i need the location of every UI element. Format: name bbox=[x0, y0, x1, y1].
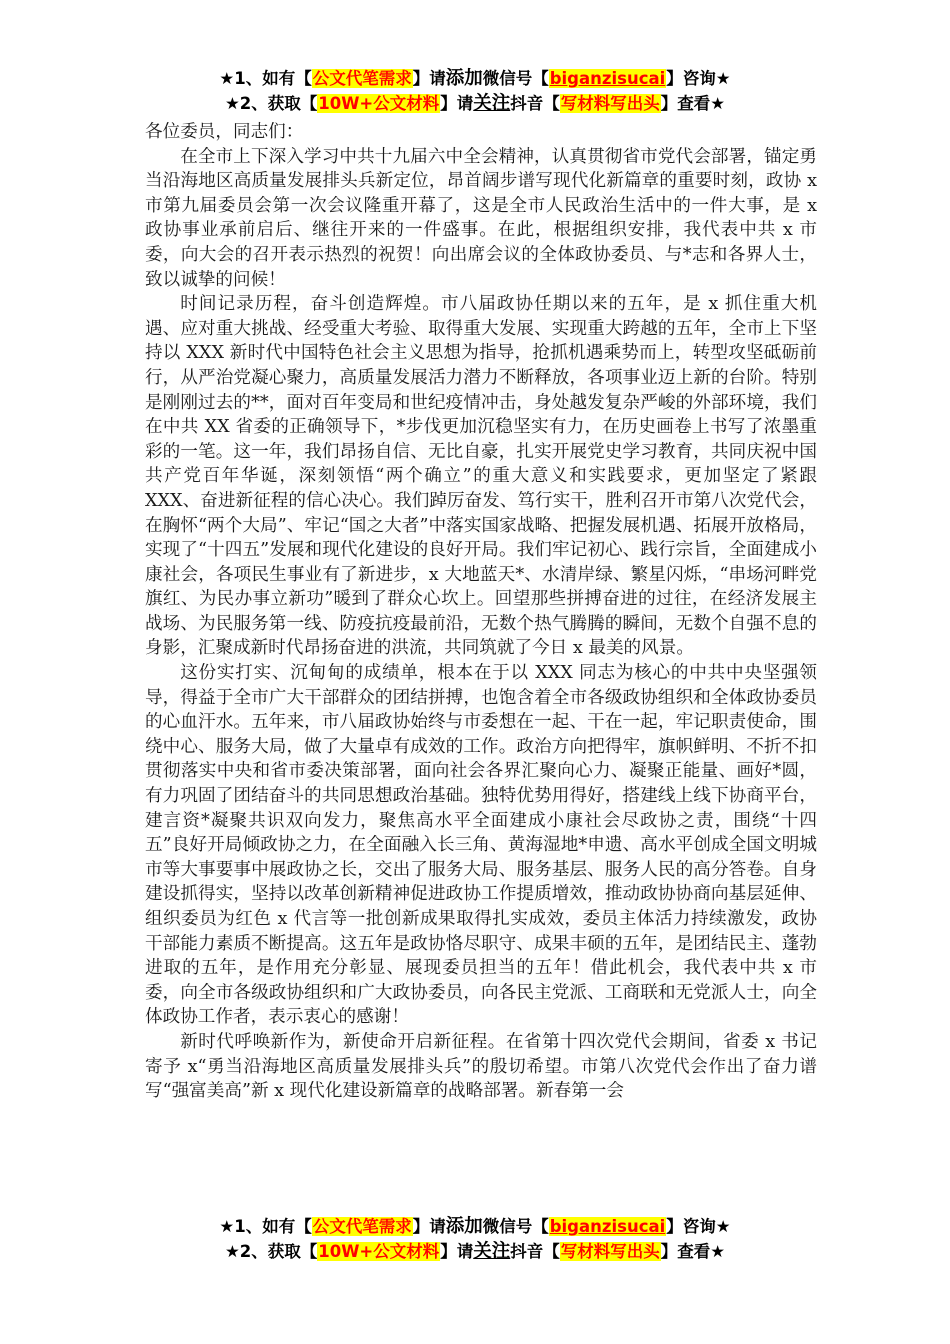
star-icon: ★ bbox=[219, 69, 235, 88]
promo-line-1: ★1、如有【公文代笔需求】请添加微信号【biganzisucai】咨询★ bbox=[219, 1216, 731, 1237]
douyin-account: 写材料写出头 bbox=[560, 94, 660, 113]
paragraph: 时间记录历程，奋斗创造辉煌。市八届政协任期以来的五年，是 x 抓住重大机遇、应对重大挑战、经受重大考验、取得重大发展、实现重大跨越的五年，全市上下坚持以 XXX 新时代中国特色社会主义思想为指导，抢抓机遇乘势而上，转型攻坚砥砺前行，从严治党凝心聚力，高质量发展活力潜力不断释放，各项事业迈上新的台阶。特别是刚刚过去的**，面对百年变局和世纪疫情冲击，身处越发复杂严峻的外部环境，我们在中共 XX 省委的正确领导下，*步伐更加沉稳坚实有力，在历史画卷上书写了浓墨重彩的一笔。这一年，我们昂扬自信、无比自豪，扎实开展党史学习教育，共同庆祝中国共产党百年华诞，深刻领悟“两个确立”的重大意义和实践要求，更加坚定了紧跟 XXX、奋进新征程的信心决心。我们踔厉奋发、笃行实干，胜利召开市第八次党代会，在胸怀“两个大局”、牢记“国之大者”中落实国家战略、把握发展机遇、拓展开放格局，实现了“十四五”发展和现代化建设的良好开局。我们牢记初心、践行宗旨，全面建成小康社会，各项民生事业有了新进步，x 大地蓝天*、水清岸绿、繁星闪烁，“串场河畔党旗红、为民办事立新功”暖到了群众心坎上。回望那些拼搏奋进的过往，在经济发展主战场、为民服务第一线、防疫抗疫最前沿，无数个热气腾腾的瞬间，无数个自强不息的身影，汇聚成新时代昂扬奋进的洪流，共同筑就了今日 x 最美的风景。 bbox=[145, 294, 817, 659]
star-icon: ★ bbox=[219, 1217, 235, 1236]
wechat-id: biganzisucai bbox=[549, 1217, 666, 1236]
promo-line-2: ★2、获取【10W+公文材料】请关注抖音【写材料写出头】查看★ bbox=[224, 93, 726, 114]
paragraph: 这份实打实、沉甸甸的成绩单，根本在于以 XXX 同志为核心的中共中央坚强领导，得益于全市广大干部群众的团结拼搏，也饱含着全市各级政协组织和全体政协委员的心血汗水。五年来，市八届政协始终与市委想在一起、干在一起，牢记职责使命，围绕中心、服务大局，做了大量卓有成效的工作。政治方向把得牢，旗帜鲜明、不折不扣贯彻落实中央和省市委决策部署，面向社会各界汇聚向心力、凝聚正能量、画好*圆，有力巩固了团结奋斗的共同思想政治基础。独特优势用得好，搭建线上线下协商平台，建言资*凝聚共识双向发力，聚焦高水平全面建成小康社会尽政协之责，围绕“十四五”良好开局倾政协之力，在全面融入长三角、黄海湿地*申遗、高水平创成全国文明城市等大事要事中展政协之长，交出了服务大局、服务基层、服务人民的高分答卷。自身建设抓得实，坚持以改革创新精神促进政协工作提质增效，推动政协协商向基层延伸、组织委员为红色 x 代言等一批创新成果取得扎实成效，委员主体活力持续激发，政协干部能力素质不断提高。这五年是政协恪尽职守、成果丰硕的五年，是团结民主、蓬勃进取的五年，是作用充分彰显、展现委员担当的五年！借此机会，我代表中共 x 市委，向全市各级政协组织和广大政协委员，向各民主党派、工商联和无党派人士，向全体政协工作者，表示衷心的感谢！ bbox=[145, 663, 817, 1028]
douyin-account: 写材料写出头 bbox=[560, 1242, 660, 1261]
promo-banner-bottom bbox=[0, 1214, 950, 1264]
paragraph: 在全市上下深入学习中共十九届六中全会精神，认真贯彻省市党代会部署，锚定勇当沿海地区高质量发展排头兵新定位，昂首阔步谱写现代化新篇章的重要时刻，政协 x 市第九届委员会第一次会议隆重开幕了，这是全市人民政治生活中的一件大事，是 x 政协事业承前启后、继往开来的一件盛事。在此，根据组织安排，我代表中共 x 市委，向大会的召开表示热烈的祝贺！向出席会议的全体政协委员、与*志和各界人士，致以诚挚的问候！ bbox=[145, 146, 817, 290]
highlight-materials: 10W+公文材料 bbox=[318, 94, 440, 113]
highlight-materials: 10W+公文材料 bbox=[318, 1242, 440, 1261]
highlight-service: 公文代笔需求 bbox=[312, 1217, 412, 1236]
wechat-id: biganzisucai bbox=[549, 69, 666, 88]
promo-line-2: ★2、获取【10W+公文材料】请关注抖音【写材料写出头】查看★ bbox=[224, 1241, 726, 1262]
star-icon: ★ bbox=[224, 94, 240, 113]
promo-line-1: ★1、如有【公文代笔需求】请添加微信号【biganzisucai】咨询★ bbox=[219, 68, 731, 89]
promo-banner-top bbox=[0, 66, 950, 116]
document-body bbox=[145, 120, 817, 1104]
salutation: 各位委员，同志们： bbox=[145, 122, 304, 142]
star-icon: ★ bbox=[224, 1242, 240, 1261]
highlight-service: 公文代笔需求 bbox=[312, 69, 412, 88]
paragraph: 新时代呼唤新作为，新使命开启新征程。在省第十四次党代会期间，省委 x 书记寄予 x“勇当沿海地区高质量发展排头兵”的殷切希望。市第八次党代会作出了奋力谱写“强富美高”新 x 现代化建设新篇章的战略部署。新春第一会 bbox=[145, 1031, 817, 1102]
